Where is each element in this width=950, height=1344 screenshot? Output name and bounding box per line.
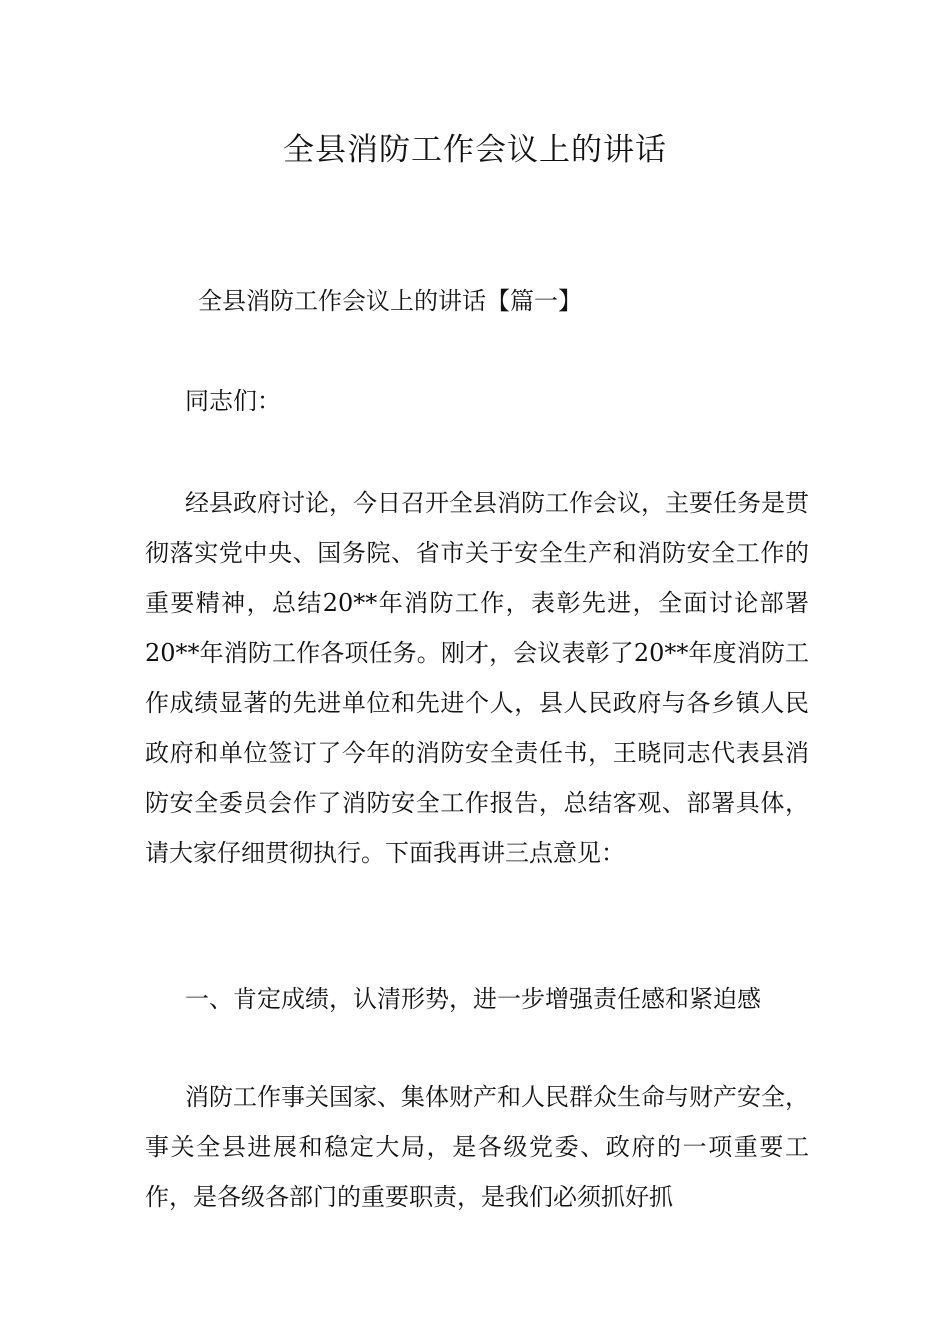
body-paragraph-2: 消防工作事关国家、集体财产和人民群众生命与财产安全，事关全县进展和稳定大局，是各级党委、政府的一项重要工作，是各级各部门的重要职责，是我们必须抓好抓 bbox=[145, 1083, 809, 1211]
section-heading-1: 一、肯定成绩，认清形势，进一步增强责任感和紧迫感 bbox=[185, 985, 761, 1013]
greeting: 同志们： bbox=[185, 387, 281, 415]
body-paragraph-1: 经县政府讨论，今日召开全县消防工作会议，主要任务是贯彻落实党中央、国务院、省市关于安全生产和消防安全工作的重要精神，总结20**年消防工作，表彰先进，全面讨论部署20**年消防工作各项任务。刚才，会议表彰了20**年度消防工作成绩显著的先进单位和先进个人，县人民政府与各乡镇人民政府和单位签订了今年的消防安全责任书，王晓同志代表县消防安全委员会作了消防安全工作报告，总结客观、部署具体，请大家仔细贯彻执行。下面我再讲三点意见： bbox=[145, 489, 809, 867]
document-title: 全县消防工作会议上的讲话 bbox=[283, 132, 667, 168]
section-subtitle: 全县消防工作会议上的讲话【篇一】 bbox=[198, 287, 582, 315]
